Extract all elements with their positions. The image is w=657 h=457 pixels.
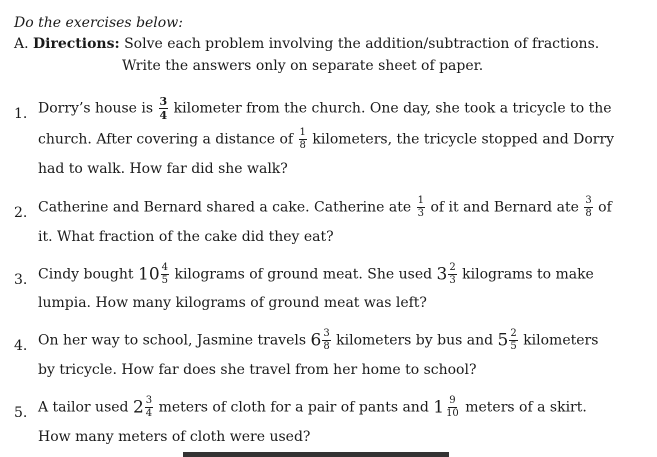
fraction — [161, 263, 169, 286]
fraction — [584, 196, 592, 219]
problem-text: meters of a skirt. — [465, 399, 587, 416]
whole-number: 10 — [138, 264, 160, 285]
problem-3-line-2: lumpia. How many kilograms of ground meat was left? — [38, 295, 427, 311]
problem-5-line-1 — [38, 396, 587, 419]
denominator: 3 — [449, 275, 456, 286]
whole-number: 2 — [132, 397, 144, 418]
numerator: 4 — [161, 262, 169, 273]
whole-number: 3 — [436, 264, 448, 285]
numerator: 3 — [323, 328, 330, 339]
problem-text: kilometers by bus and — [336, 332, 494, 349]
problem-1-line-2 — [38, 128, 614, 151]
problem-2-line-2: it. What fraction of the cake did they eat? — [38, 229, 334, 245]
problem-5-line-2: How many meters of cloth were used? — [38, 429, 311, 445]
denominator: 8 — [323, 341, 330, 352]
numerator: 9 — [449, 395, 456, 406]
fraction — [445, 396, 460, 419]
numerator: 2 — [510, 328, 517, 339]
denominator: 8 — [585, 208, 592, 219]
fraction — [417, 196, 425, 219]
fraction — [299, 128, 307, 151]
numerator: 1 — [299, 127, 306, 138]
problem-text: of — [598, 199, 612, 216]
fraction — [159, 96, 169, 121]
problem-4-line-1 — [38, 329, 598, 352]
directions-line-2: Write the answers only on separate sheet of paper. — [122, 58, 484, 74]
whole-number: 6 — [310, 330, 322, 351]
numerator: 3 — [159, 95, 168, 108]
problem-3-line-1 — [38, 263, 594, 286]
fraction — [145, 396, 153, 419]
denominator: 5 — [510, 341, 517, 352]
denominator: 5 — [161, 275, 169, 286]
denominator: 3 — [417, 208, 425, 219]
denominator: 10 — [446, 408, 459, 419]
problem-text: kilometers, the tricycle stopped and Dorry — [312, 131, 615, 148]
problem-text: kilometers — [523, 332, 599, 349]
problem-1-line-1 — [38, 96, 612, 121]
problem-2-line-1 — [38, 196, 612, 219]
whole-number: 5 — [497, 330, 509, 351]
whole-number: 1 — [433, 397, 445, 418]
problem-text: Dorry’s house is — [38, 100, 154, 117]
problem-number: 5. — [14, 405, 28, 421]
fraction — [509, 329, 517, 352]
denominator: 4 — [159, 109, 168, 122]
problem-text: Cindy bought — [38, 266, 134, 283]
bottom-divider — [183, 452, 449, 457]
problem-text: meters of cloth for a pair of pants and — [158, 399, 429, 416]
denominator: 4 — [145, 408, 153, 419]
problem-number: 1. — [14, 106, 28, 122]
problem-text: church. After covering a distance of — [38, 131, 294, 148]
directions-label: Directions: — [33, 36, 120, 52]
section-letter: A. — [14, 36, 29, 52]
numerator: 3 — [145, 395, 153, 406]
problem-text: kilometer from the church. One day, she took a tricycle to the — [173, 100, 612, 117]
problem-number: 2. — [14, 205, 28, 221]
fraction — [448, 263, 456, 286]
directions-line-1 — [14, 36, 599, 52]
problem-4-line-2: by tricycle. How far does she travel from her home to school? — [38, 362, 477, 378]
directions-text-1: Solve each problem involving the addition/subtraction of fractions. — [124, 36, 600, 52]
problem-number: 4. — [14, 338, 28, 354]
problem-number: 3. — [14, 272, 28, 288]
problem-1-line-3: had to walk. How far did she walk? — [38, 161, 288, 177]
numerator: 3 — [585, 195, 592, 206]
intro-heading: Do the exercises below: — [14, 15, 183, 31]
fraction — [322, 329, 330, 352]
problem-text: of it and Bernard ate — [430, 199, 579, 216]
problem-text: kilograms of ground meat. She used — [174, 266, 433, 283]
problem-text: kilograms to make — [462, 266, 594, 283]
numerator: 1 — [417, 195, 425, 206]
numerator: 2 — [449, 262, 456, 273]
problem-text: A tailor used — [38, 399, 129, 416]
denominator: 8 — [299, 140, 306, 151]
problem-text: Catherine and Bernard shared a cake. Catherine ate — [38, 199, 412, 216]
problem-text: On her way to school, Jasmine travels — [38, 332, 307, 349]
